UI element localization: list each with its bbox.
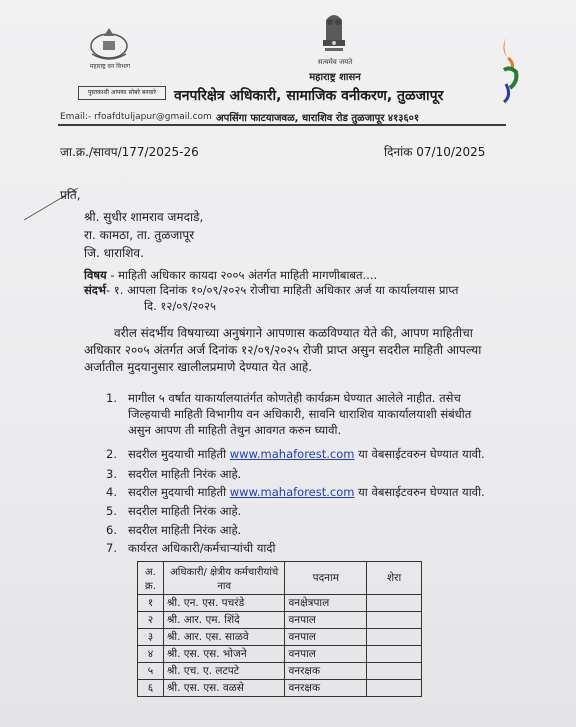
table-row xyxy=(138,595,422,612)
table-header-row xyxy=(138,562,422,595)
item-number: 2. xyxy=(106,447,117,461)
item-number: 5. xyxy=(106,504,117,518)
national-emblem-icon xyxy=(316,10,352,60)
government-title: महाराष्ट्र शासन xyxy=(309,72,361,83)
item-text: सदरील माहिती निरंक आहे. xyxy=(128,504,242,518)
forest-department-emblem-icon xyxy=(84,24,134,64)
reference-line xyxy=(84,283,458,298)
cell-designation: वनपाल xyxy=(285,646,367,663)
list-item xyxy=(106,503,241,519)
cell-designation: वनक्षेत्रपाल xyxy=(285,595,367,612)
reference-number: जा.क्र./सावप/177/2025-26 xyxy=(60,145,199,159)
cell-designation: वनरक्षक xyxy=(285,680,367,697)
header-remarks: शेरा xyxy=(367,562,422,595)
header-designation: पदनाम xyxy=(285,562,367,595)
list-item xyxy=(106,484,485,500)
cell-name: श्री. आर. एम. शिंदे xyxy=(163,612,285,629)
recipient-village: रा. कामठा, ता. तुळजापूर xyxy=(84,228,195,242)
recipient-name: श्री. सुधीर शामराव जमदाडे, xyxy=(84,210,204,224)
cell-name: श्री. एन. एस. पचरंडे xyxy=(163,595,285,612)
list-item xyxy=(106,446,485,462)
item-text: कार्यरत अधिकारी/कर्मचाऱ्यांची यादी xyxy=(128,541,276,555)
cell-name: श्री. एस. एस. वळसे xyxy=(163,680,285,697)
cell-serial: १ xyxy=(138,595,164,612)
cell-remarks xyxy=(367,646,422,663)
cell-remarks xyxy=(367,595,422,612)
body-paragraph xyxy=(84,325,514,376)
item-text: जिल्हयाची माहिती विभागीय वन अधिकारी, सावनि धाराशिव याकार्यालयाशी संबंधीत xyxy=(128,407,472,421)
office-title: वनपरिक्षेत्र अधिकारी, सामाजिक वनीकरण, तुळजापूर xyxy=(174,88,444,104)
cell-serial: ६ xyxy=(138,680,164,697)
list-item xyxy=(106,466,241,482)
staff-table xyxy=(137,561,422,697)
emblem-caption: महाराष्ट्र वन विभाग xyxy=(89,63,131,70)
table-row xyxy=(138,663,422,680)
swachh-logo-icon xyxy=(496,36,526,106)
cell-name: श्री. एस. एस. भोजने xyxy=(163,646,285,663)
recipient-district: जि. धाराशिव. xyxy=(84,246,144,260)
office-email: Email:- rfoafdtuljapur@gmail.com xyxy=(60,112,212,122)
list-item xyxy=(106,522,241,538)
list-item xyxy=(106,390,471,438)
table-row xyxy=(138,680,422,697)
subject-label: विषय xyxy=(84,268,107,282)
item-text: मागील ५ वर्षात याकार्यालयातंर्गत कोणतेही कार्यक्रम घेण्यात आलेले नाहीत. तसेच xyxy=(128,391,461,405)
item-text: सदरील माहिती निरंक आहे. xyxy=(128,467,242,481)
cell-serial: ५ xyxy=(138,663,164,680)
cell-remarks xyxy=(367,680,422,697)
office-address: अपसिंगा फाटयाजवळ, धाराशिव रोड तुळजापूर ४१३६०१ xyxy=(216,113,420,124)
table-row xyxy=(138,612,422,629)
item-number: 3. xyxy=(106,467,117,481)
table-row xyxy=(138,629,422,646)
cell-remarks xyxy=(367,663,422,680)
reference-date: दि. १२/०९/२०२५ xyxy=(144,299,216,313)
cell-remarks xyxy=(367,629,422,646)
cell-remarks xyxy=(367,612,422,629)
body-line: अधिकार २००५ अंतर्गत अर्ज दिनांक १२/०९/२०२५ रोजी प्राप्त असुन सदरील माहिती आपल्या xyxy=(84,343,482,357)
header-divider xyxy=(58,124,506,126)
item-number: 4. xyxy=(106,485,117,499)
cell-name: श्री. आर. एस. साळवे xyxy=(163,629,285,646)
header-serial: अ. क्र. xyxy=(138,562,164,595)
tagline-box: पुस्तकाशी आपका सोबरे बनवारे xyxy=(78,86,166,100)
reference-label: संदर्भ xyxy=(84,283,106,297)
item-text: सदरील मुदयाची माहिती xyxy=(128,485,230,499)
mahaforest-link[interactable]: www.mahaforest.com xyxy=(229,485,355,499)
cell-designation: वनपाल xyxy=(285,629,367,646)
item-text: या वेबसाईटवरुन घेण्यात यावी. xyxy=(354,447,485,461)
emblem-motto: सत्यमेव जयते xyxy=(317,58,353,66)
cell-serial: २ xyxy=(138,612,164,629)
item-number: 1. xyxy=(106,391,117,405)
subject-text: - माहिती अधिकार कायदा २००५ अंतर्गत माहिती मागणीबाबत.... xyxy=(106,268,378,282)
cell-serial: ३ xyxy=(138,629,164,646)
body-line: वरील संदर्भीय विषयाच्या अनुषंगाने आपणास कळविण्यात येते की, आपण माहितीचा xyxy=(114,326,473,340)
item-text: सदरील माहिती निरंक आहे. xyxy=(128,523,242,537)
cell-designation: वनरक्षक xyxy=(285,663,367,680)
subject-line xyxy=(84,268,377,283)
item-text: असुन आपण ती माहिती तेथुन आवगत करुन घ्यावी. xyxy=(128,423,342,437)
list-item xyxy=(106,540,275,556)
item-number: 7. xyxy=(106,541,117,555)
cell-serial: ४ xyxy=(138,646,164,663)
salutation-prati: प्रति, xyxy=(60,188,81,202)
letter-date: दिनांक 07/10/2025 xyxy=(384,145,486,159)
item-text: सदरील मुदयाची माहिती xyxy=(128,447,230,461)
table-row xyxy=(138,646,422,663)
mahaforest-link[interactable]: www.mahaforest.com xyxy=(229,447,355,461)
reference-text: - १. आपला दिनांक १०/०९/२०२५ रोजीचा माहिती अधिकार अर्ज या कार्यालयास प्राप्त xyxy=(105,283,459,297)
cell-designation: वनपाल xyxy=(285,612,367,629)
item-number: 6. xyxy=(106,523,117,537)
cell-name: श्री. एच. ए. लटपटे xyxy=(163,663,285,680)
header-name: अधिकारी/ क्षेत्रीय कर्मचारीयांचे नाव xyxy=(163,562,285,595)
item-text: या वेबसाईटवरुन घेण्यात यावी. xyxy=(354,485,485,499)
body-line: अर्जातील मुदयानुसार खालीलप्रमाणे देण्यात येत आहे. xyxy=(84,360,313,374)
